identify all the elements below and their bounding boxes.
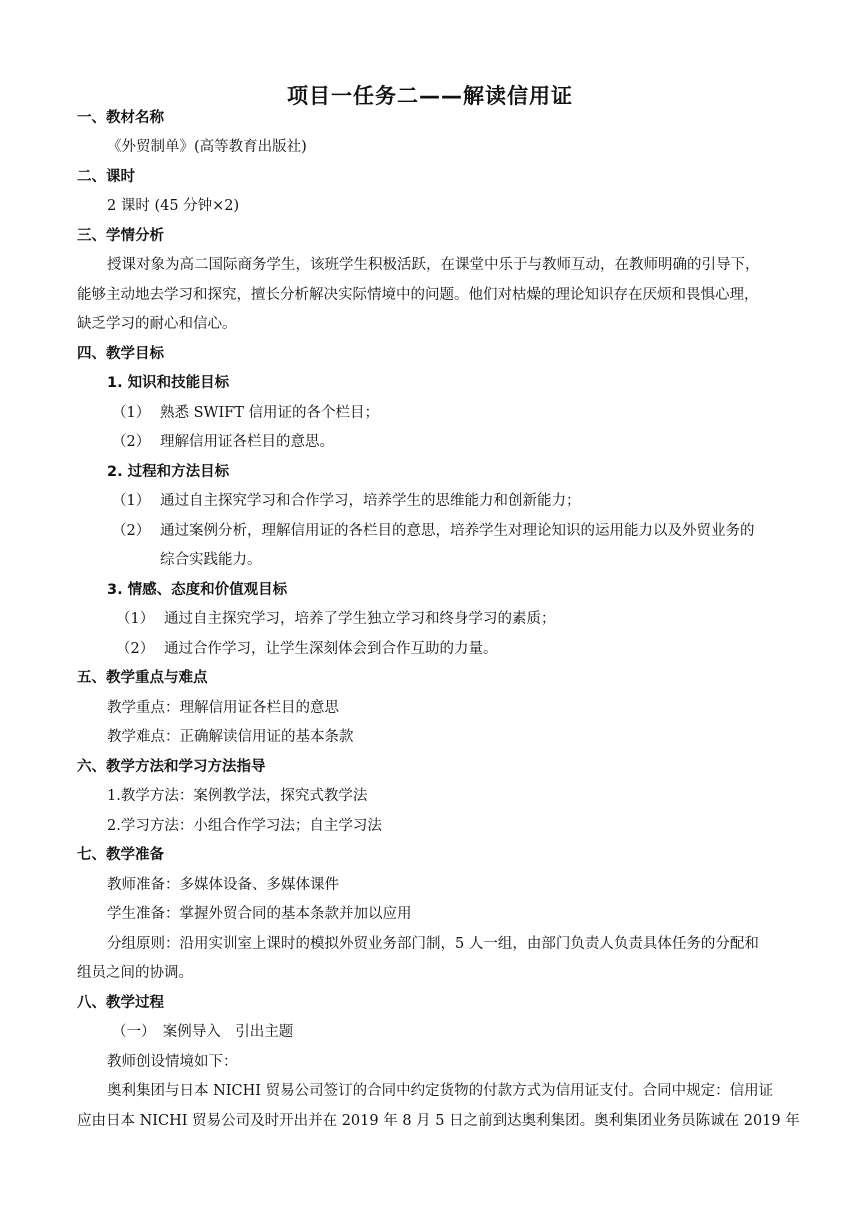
paragraph-line: 能够主动地去学习和探究，擅长分析解决实际情境中的问题。他们对枯燥的理论知识存在厌烦和畏惧心理， [77,287,759,303]
list-item [112,491,581,511]
list-text: 通过自主探究学习和合作学习，培养学生的思维能力和创新能力； [160,493,581,509]
list-text: 通过合作学习，让学生深刻体会到合作互助的力量。 [164,641,498,657]
section-heading-teaching-objectives: 四、教学目标 [77,346,164,362]
list-text: 理解信用证各栏目的意思。 [160,434,334,450]
paragraph-line: 缺乏学习的耐心和信心。 [77,316,237,332]
list-number: （2） [116,641,155,657]
subheading-case-intro: （一） 案例导入 引出主题 [112,1024,294,1040]
section-heading-student-analysis: 三、学情分析 [77,228,164,244]
section-heading-preparation: 七、教学准备 [77,847,164,863]
list-item [116,639,498,659]
paragraph-line: 教学难点：正确解读信用证的基本条款 [107,729,354,745]
list-number: （1） [116,611,155,627]
list-item-continuation: 综合实践能力。 [160,552,262,568]
subheading-process-methods: 2. 过程和方法目标 [107,464,230,480]
list-item [116,609,556,629]
section-heading-key-points: 五、教学重点与难点 [77,670,208,686]
list-number: （2） [112,434,151,450]
class-hours-text: 2 课时 (45 分钟×2) [107,198,240,214]
document-title: 项目一任务二——解读信用证 [287,84,573,108]
list-text: 通过自主探究学习，培养了学生独立学习和终身学习的素质； [164,611,556,627]
subheading-knowledge-skills: 1. 知识和技能目标 [107,375,230,391]
section-heading-methods: 六、教学方法和学习方法指导 [77,759,266,775]
paragraph-line: 奥利集团与日本 NICHI 贸易公司签订的合同中约定货物的付款方式为信用证支付。合同中规定：信用证 [107,1083,774,1099]
list-text: 熟悉 SWIFT 信用证的各个栏目； [160,405,380,421]
list-item [112,521,755,541]
paragraph-line: 学生准备：掌握外贸合同的基本条款并加以应用 [107,906,412,922]
paragraph-line: 授课对象为高二国际商务学生，该班学生积极活跃，在课堂中乐于与教师互动，在教师明确的引导下， [107,257,760,273]
section-heading-textbook: 一、教材名称 [77,110,164,126]
paragraph-line: 应由日本 NICHI 贸易公司及时开出并在 2019 年 8 月 5 日之前到达奥利集团。奥利集团业务员陈诚在 2019 年 [77,1113,800,1129]
list-item [112,403,379,423]
list-item [112,432,334,452]
paragraph-line: 组员之间的协调。 [77,965,193,981]
subheading-attitudes-values: 3. 情感、态度和价值观目标 [107,582,288,598]
list-number: （1） [112,405,151,421]
textbook-name: 《外贸制单》(高等教育出版社) [107,139,307,155]
list-text: 通过案例分析，理解信用证的各栏目的意思，培养学生对理论知识的运用能力以及外贸业务的 [160,523,755,539]
section-heading-teaching-process: 八、教学过程 [77,995,164,1011]
section-heading-class-hours: 二、课时 [77,169,135,185]
paragraph-line: 分组原则：沿用实训室上课时的模拟外贸业务部门制，5 人一组，由部门负责人负责具体任务的分配和 [107,936,759,952]
paragraph-line: 教师创设情境如下： [107,1054,238,1070]
paragraph-line: 2.学习方法：小组合作学习法；自主学习法 [107,818,382,834]
list-number: （1） [112,493,151,509]
list-number: （2） [112,523,151,539]
paragraph-line: 教学重点：理解信用证各栏目的意思 [107,700,339,716]
paragraph-line: 1.教学方法：案例教学法，探究式教学法 [107,788,368,804]
paragraph-line: 教师准备：多媒体设备、多媒体课件 [107,877,339,893]
